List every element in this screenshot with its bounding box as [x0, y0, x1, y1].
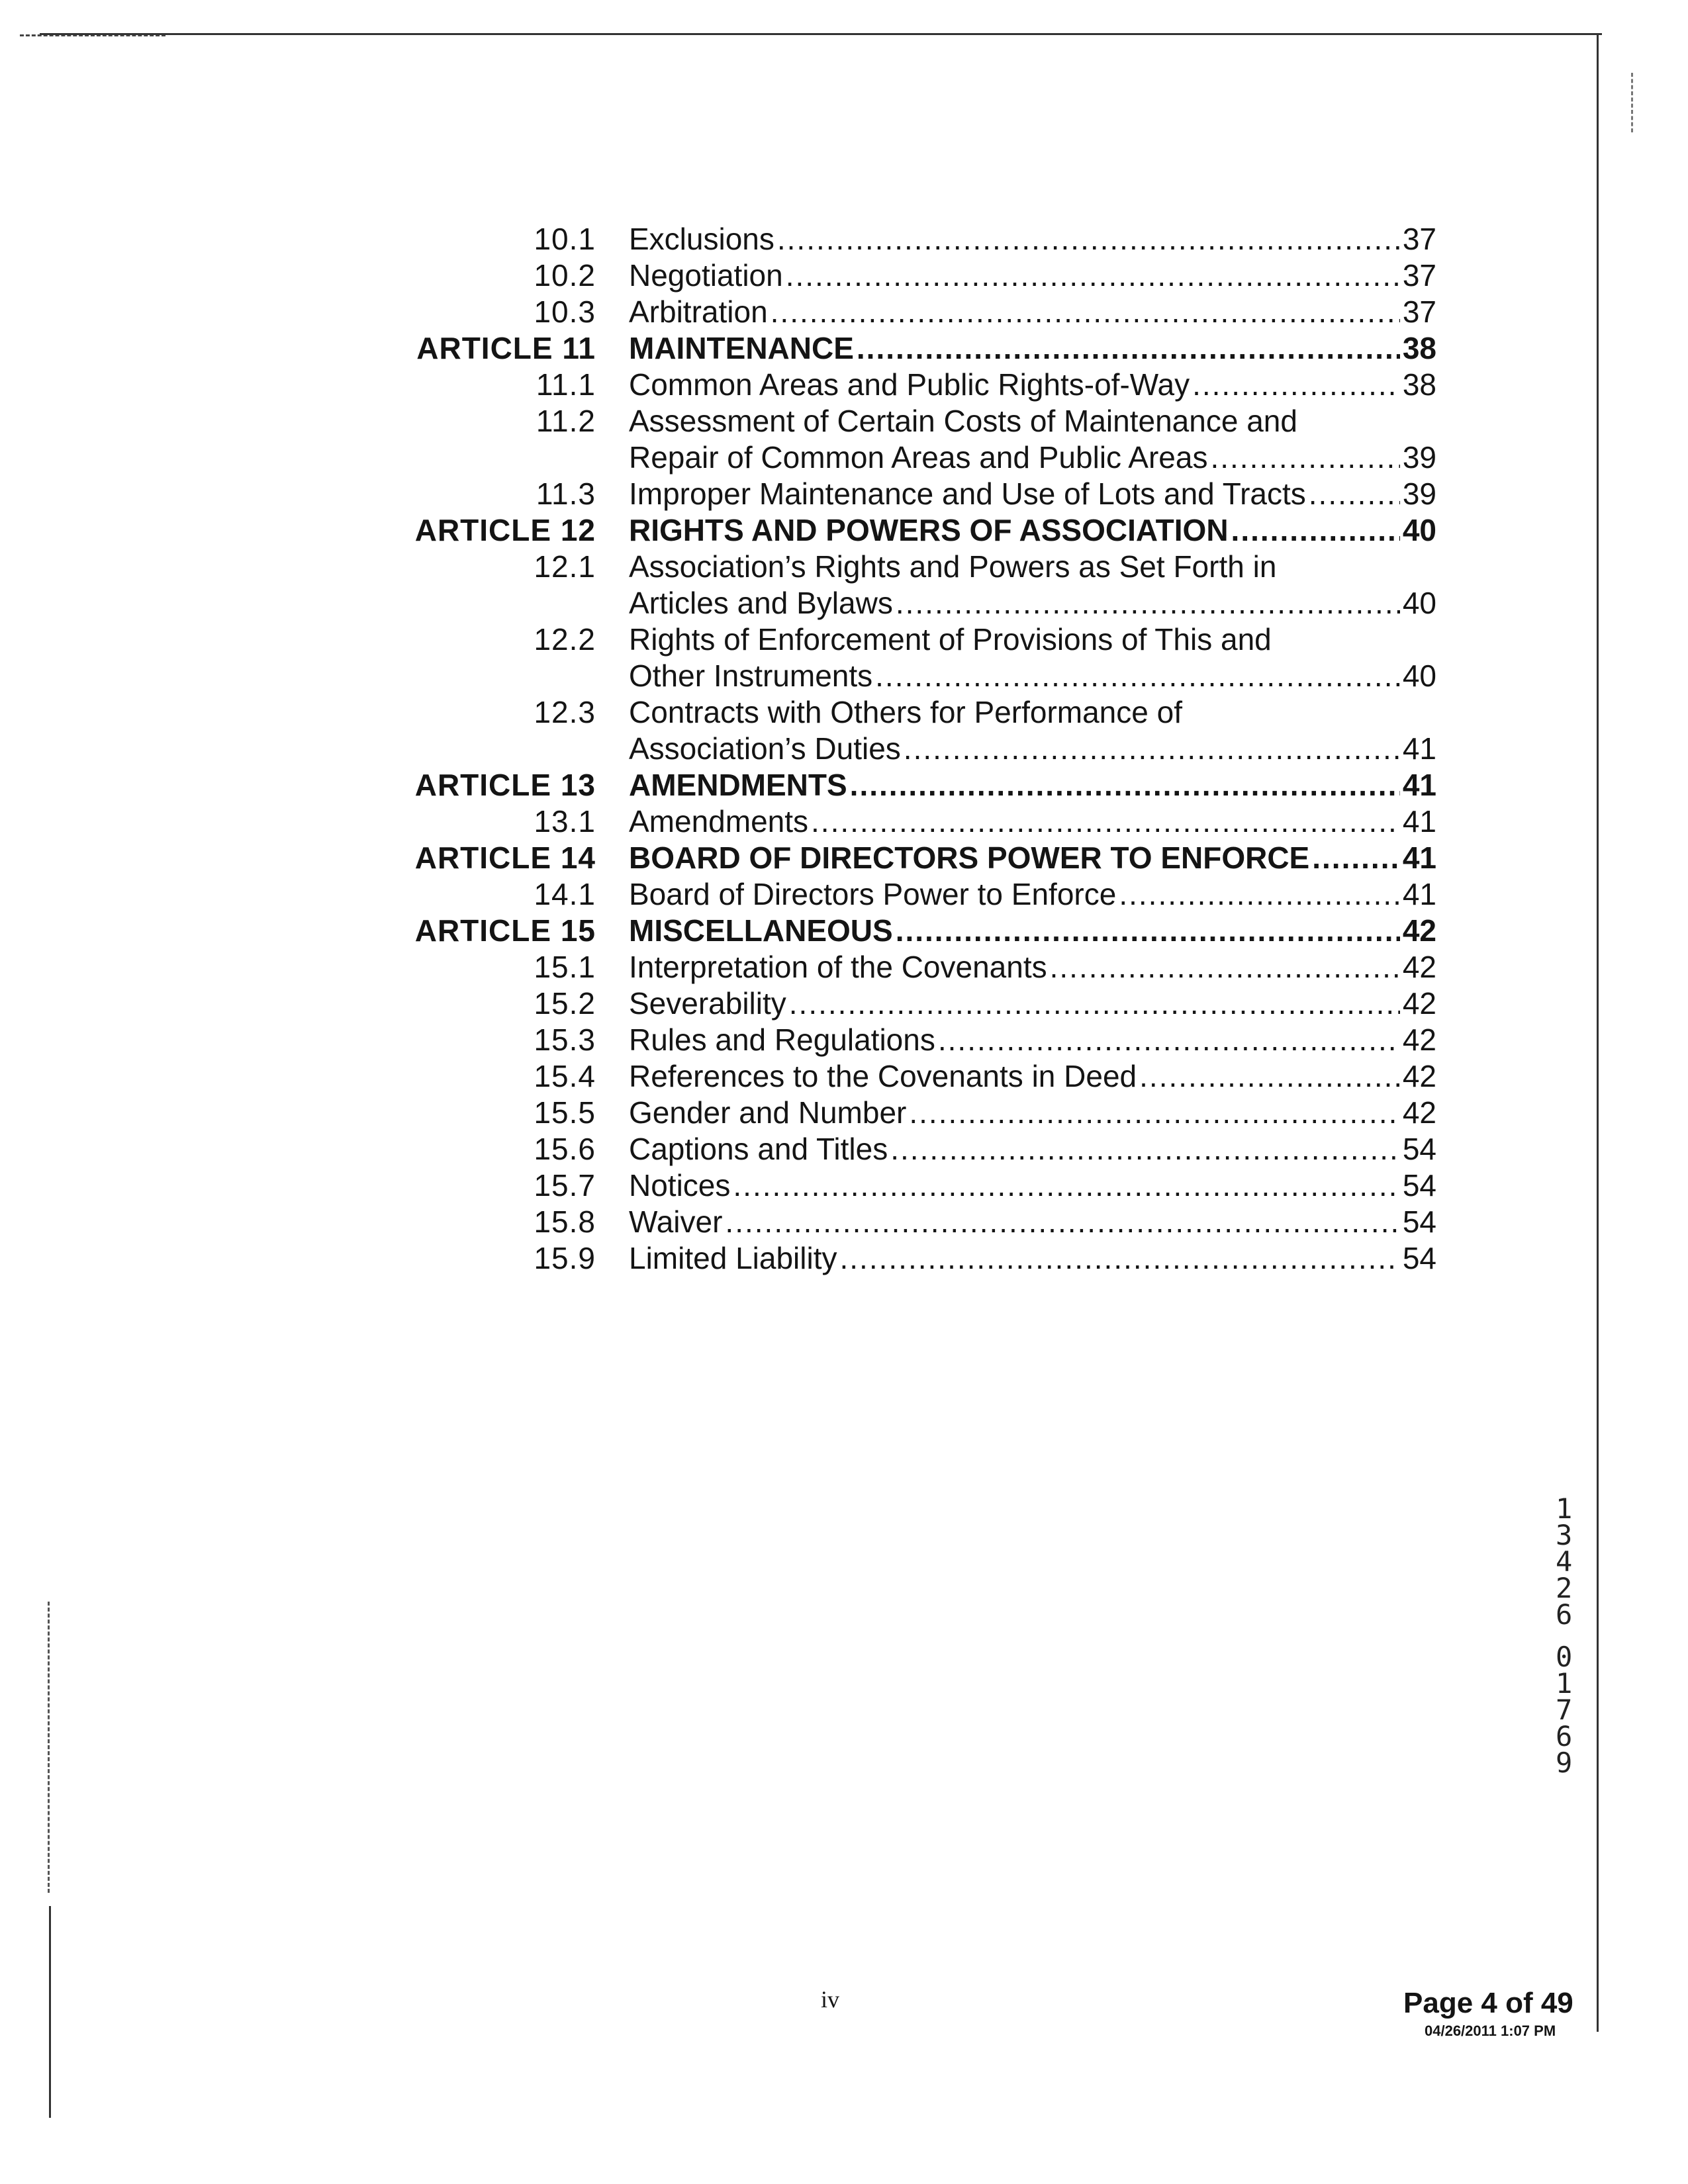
dot-leader [789, 985, 1400, 1022]
toc-entry-body [629, 913, 1436, 949]
section-title: Interpretation of the Covenants [629, 950, 1047, 984]
toc-leader-line [629, 1240, 1436, 1277]
toc-entry-body [629, 221, 1436, 257]
toc-leader-line [629, 294, 1436, 330]
toc-entry-body [629, 330, 1436, 367]
toc-leader-line [629, 330, 1436, 367]
section-title-line1: Assessment of Certain Costs of Maintenance and [629, 404, 1297, 438]
page-number: 41 [1402, 841, 1436, 875]
toc-leader-line [629, 767, 1436, 803]
toc-section-row [199, 403, 1436, 476]
section-number: 13.1 [534, 804, 596, 839]
toc-section-row [199, 1240, 1436, 1277]
toc-entry-body [629, 403, 1436, 476]
toc-section-row [199, 803, 1436, 840]
toc-leader-line [629, 1058, 1436, 1095]
article-title: MAINTENANCE [629, 331, 854, 365]
stamp-digit: 9 [1556, 1747, 1573, 1779]
dot-leader [771, 294, 1400, 330]
page-number: 39 [1402, 477, 1436, 511]
dot-leader [1309, 476, 1400, 512]
page-number: 42 [1402, 913, 1436, 948]
article-number: ARTICLE 13 [414, 768, 596, 802]
dot-leader [938, 1022, 1400, 1058]
section-title: Limited Liability [629, 1241, 837, 1275]
dot-leader [1312, 840, 1400, 876]
dot-leader [904, 731, 1400, 767]
dot-leader [1192, 367, 1400, 403]
toc-section-row [199, 476, 1436, 512]
article-number: ARTICLE 15 [414, 913, 596, 948]
toc-entry-body [629, 694, 1436, 767]
toc-section-row [199, 1131, 1436, 1167]
article-number: ARTICLE 11 [416, 331, 596, 365]
scan-edge-right [1597, 33, 1599, 2032]
toc-leader-line [629, 1131, 1436, 1167]
section-title: Repair of Common Areas and Public Areas [629, 440, 1208, 475]
toc-section-row [199, 1022, 1436, 1058]
toc-leader-line [629, 1167, 1436, 1204]
page-number: 42 [1402, 1059, 1436, 1093]
section-title: Notices [629, 1168, 731, 1203]
recording-stamp [1556, 1492, 1573, 1779]
section-title: Severability [629, 986, 786, 1021]
toc-leader-line [629, 221, 1436, 257]
toc-leader-line [629, 585, 1436, 621]
section-title: Articles and Bylaws [629, 586, 893, 620]
page-number: 39 [1402, 440, 1436, 475]
toc-leader-line [629, 1095, 1436, 1131]
section-number: 10.2 [534, 258, 596, 293]
section-number: 12.2 [534, 622, 596, 657]
toc-entry-body [629, 476, 1436, 512]
page-number: 37 [1402, 295, 1436, 329]
section-number: 12.3 [534, 695, 596, 729]
toc-section-row [199, 1095, 1436, 1131]
page-count-label: Page 4 of 49 [1403, 1987, 1573, 2019]
toc-entry-body [629, 1022, 1436, 1058]
toc-article-row [199, 512, 1436, 549]
stamp-digit: 4 [1556, 1545, 1573, 1578]
toc-leader-line [629, 1022, 1436, 1058]
section-title: References to the Covenants in Deed [629, 1059, 1137, 1093]
stamp-digit: 6 [1556, 1720, 1573, 1752]
dot-leader [839, 1240, 1399, 1277]
toc-section-row [199, 621, 1436, 694]
stamp-digit: 0 [1556, 1641, 1573, 1673]
page-number: 54 [1402, 1132, 1436, 1166]
toc-leader-line [629, 731, 1436, 767]
toc-leader-line [629, 658, 1436, 694]
toc-entry-body [629, 840, 1436, 876]
toc-leader-line [629, 257, 1436, 294]
toc-section-row [199, 1204, 1436, 1240]
dot-leader [733, 1167, 1399, 1204]
scan-mark-right [1631, 73, 1633, 132]
section-title: Gender and Number [629, 1095, 907, 1130]
page-number: 42 [1402, 986, 1436, 1021]
dot-leader [1050, 949, 1400, 985]
dot-leader [1119, 876, 1400, 913]
table-of-contents [199, 221, 1436, 1277]
toc-leader-line [629, 476, 1436, 512]
section-title: Amendments [629, 804, 809, 839]
section-title-line1: Contracts with Others for Performance of [629, 695, 1182, 729]
stamp-digit: 3 [1556, 1519, 1573, 1551]
section-number: 15.6 [534, 1132, 596, 1166]
page-number: 40 [1402, 659, 1436, 693]
page-number: 54 [1402, 1168, 1436, 1203]
section-number: 15.5 [534, 1095, 596, 1130]
page-number: 37 [1402, 222, 1436, 256]
print-timestamp: 04/26/2011 1:07 PM [1425, 2023, 1556, 2039]
section-title: Common Areas and Public Rights-of-Way [629, 367, 1190, 402]
toc-section-row [199, 694, 1436, 767]
article-title: BOARD OF DIRECTORS POWER TO ENFORCE [629, 841, 1310, 875]
toc-entry-body [629, 1240, 1436, 1277]
section-title: Other Instruments [629, 659, 873, 693]
section-number: 14.1 [534, 877, 596, 911]
page-number: 54 [1402, 1205, 1436, 1239]
section-title: Captions and Titles [629, 1132, 888, 1166]
toc-entry-body [629, 1167, 1436, 1204]
article-title: RIGHTS AND POWERS OF ASSOCIATION [629, 513, 1229, 547]
toc-section-row [199, 1058, 1436, 1095]
dot-leader [896, 585, 1400, 621]
toc-entry-body [629, 1095, 1436, 1131]
section-number: 10.1 [534, 222, 596, 256]
toc-leader-line [629, 1204, 1436, 1240]
section-title: Negotiation [629, 258, 783, 293]
page-number: 38 [1402, 331, 1436, 365]
section-title: Board of Directors Power to Enforce [629, 877, 1117, 911]
toc-leader-line [629, 913, 1436, 949]
toc-section-row [199, 876, 1436, 913]
dot-leader [725, 1204, 1399, 1240]
toc-article-row [199, 767, 1436, 803]
toc-entry-body [629, 257, 1436, 294]
toc-leader-line [629, 949, 1436, 985]
toc-entry-body [629, 1058, 1436, 1095]
toc-section-row [199, 221, 1436, 257]
toc-entry-body [629, 549, 1436, 621]
section-title-line1: Association’s Rights and Powers as Set Forth in [629, 549, 1277, 584]
section-number: 15.4 [534, 1059, 596, 1093]
page-number: 40 [1402, 586, 1436, 620]
toc-entry-body [629, 1131, 1436, 1167]
dot-leader [786, 257, 1400, 294]
toc-entry-body [629, 949, 1436, 985]
dot-leader [1210, 439, 1399, 476]
page-number: 40 [1402, 513, 1436, 547]
toc-entry-body [629, 367, 1436, 403]
toc-entry-body [629, 621, 1436, 694]
section-number: 11.3 [536, 477, 596, 511]
toc-leader-line [629, 876, 1436, 913]
section-number: 15.2 [534, 986, 596, 1021]
toc-article-row [199, 913, 1436, 949]
dot-leader [1231, 512, 1400, 549]
stamp-digit: 7 [1556, 1694, 1573, 1726]
toc-section-row [199, 257, 1436, 294]
toc-article-row [199, 330, 1436, 367]
toc-section-row [199, 1167, 1436, 1204]
toc-leader-line [629, 512, 1436, 549]
toc-entry-body [629, 985, 1436, 1022]
section-title: Exclusions [629, 222, 774, 256]
toc-entry-body [629, 876, 1436, 913]
stamp-digit: 6 [1556, 1598, 1573, 1631]
section-number: 15.8 [534, 1205, 596, 1239]
dot-leader [909, 1095, 1399, 1131]
scan-edge-top [40, 33, 1602, 35]
toc-section-row [199, 985, 1436, 1022]
page-number: 42 [1402, 950, 1436, 984]
page-number: 41 [1402, 877, 1436, 911]
dot-leader [850, 767, 1400, 803]
page-number: 38 [1402, 367, 1436, 402]
toc-leader-line [629, 439, 1436, 476]
article-number: ARTICLE 14 [414, 841, 596, 875]
toc-leader-line [629, 803, 1436, 840]
section-title: Rules and Regulations [629, 1023, 935, 1057]
page-number: 54 [1402, 1241, 1436, 1275]
scan-edge-left [49, 1906, 51, 2118]
dot-leader [1139, 1058, 1400, 1095]
dot-leader [896, 913, 1400, 949]
toc-leader-line [629, 367, 1436, 403]
page-number: 37 [1402, 258, 1436, 293]
folio-number: iv [821, 1986, 840, 2013]
section-number: 12.1 [534, 549, 596, 584]
section-title: Arbitration [629, 295, 768, 329]
section-number: 15.7 [534, 1168, 596, 1203]
page-number: 41 [1402, 768, 1436, 802]
section-number: 15.1 [534, 950, 596, 984]
stamp-digit: 1 [1556, 1492, 1573, 1525]
scan-mark-left [48, 1602, 50, 1893]
toc-section-row [199, 294, 1436, 330]
page-number: 41 [1402, 731, 1436, 766]
toc-entry-body [629, 512, 1436, 549]
page-number: 42 [1402, 1095, 1436, 1130]
toc-entry-body [629, 767, 1436, 803]
section-title: Improper Maintenance and Use of Lots and Tracts [629, 477, 1306, 511]
article-title: MISCELLANEOUS [629, 913, 893, 948]
section-number: 10.3 [534, 295, 596, 329]
section-title-line1: Rights of Enforcement of Provisions of This and [629, 622, 1272, 657]
toc-article-row [199, 840, 1436, 876]
section-title: Association’s Duties [629, 731, 901, 766]
dot-leader [811, 803, 1400, 840]
toc-leader-line [629, 985, 1436, 1022]
toc-section-row [199, 367, 1436, 403]
toc-entry-body [629, 1204, 1436, 1240]
article-title: AMENDMENTS [629, 768, 847, 802]
page-number: 41 [1402, 804, 1436, 839]
dot-leader [857, 330, 1400, 367]
toc-leader-line [629, 840, 1436, 876]
dot-leader [777, 221, 1400, 257]
section-number: 15.9 [534, 1241, 596, 1275]
dot-leader [875, 658, 1400, 694]
section-number: 11.1 [536, 367, 596, 402]
stamp-digit: 1 [1556, 1667, 1573, 1700]
toc-section-row [199, 949, 1436, 985]
article-number: ARTICLE 12 [414, 513, 596, 547]
toc-entry-body [629, 294, 1436, 330]
section-title: Waiver [629, 1205, 723, 1239]
section-number: 11.2 [536, 404, 596, 438]
stamp-digit: 2 [1556, 1572, 1573, 1604]
dot-leader [890, 1131, 1400, 1167]
page-number: 42 [1402, 1023, 1436, 1057]
toc-entry-body [629, 803, 1436, 840]
toc-section-row [199, 549, 1436, 621]
section-number: 15.3 [534, 1023, 596, 1057]
